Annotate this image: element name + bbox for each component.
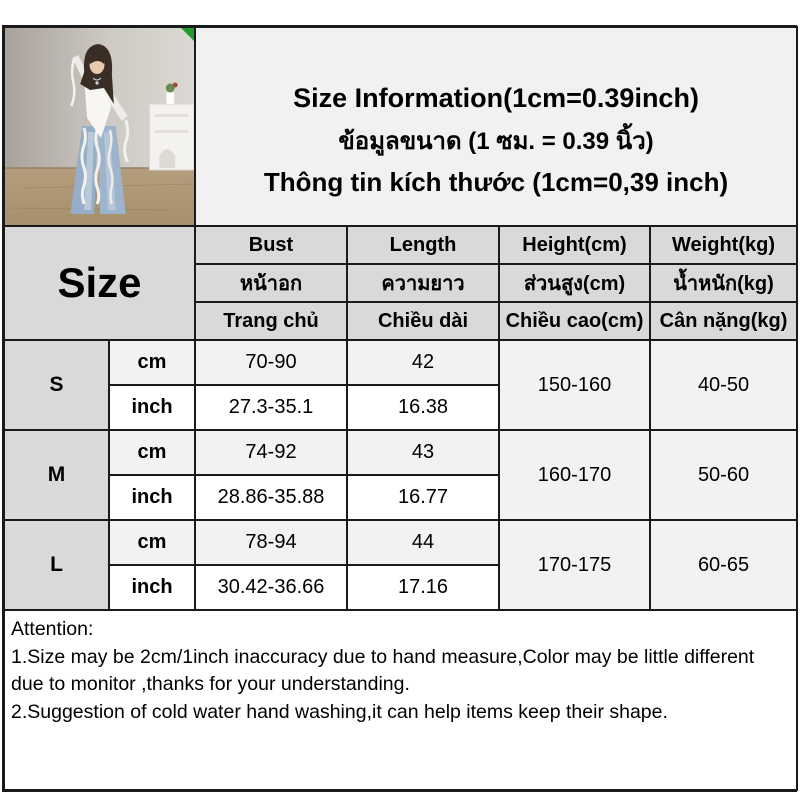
row-l-unit-inch: inch bbox=[109, 565, 195, 610]
row-s-length-cm: 42 bbox=[347, 340, 499, 385]
attention-section bbox=[4, 610, 797, 790]
header-weight-vi: Cân nặng(kg) bbox=[650, 302, 797, 340]
row-m-unit-inch: inch bbox=[109, 475, 195, 520]
header-height-th: ส่วนสูง(cm) bbox=[499, 264, 650, 302]
row-l-length-inch: 17.16 bbox=[347, 565, 499, 610]
title-english: Size Information(1cm=0.39inch) bbox=[293, 83, 699, 113]
header-length-vi: Chiều dài bbox=[347, 302, 499, 340]
header-length-en: Length bbox=[347, 226, 499, 264]
row-m-length-inch: 16.77 bbox=[347, 475, 499, 520]
row-l-length-cm: 44 bbox=[347, 520, 499, 565]
attention-note-1: 1.Size may be 2cm/1inch inaccuracy due to hand measure,Color may be little different due to monitor ,thanks for your understanding. bbox=[11, 645, 755, 696]
row-l-label: L bbox=[4, 520, 109, 610]
row-s-unit-inch: inch bbox=[109, 385, 195, 430]
header-length-th: ความยาว bbox=[347, 264, 499, 302]
title-thai: ข้อมูลขนาด (1 ซม. = 0.39 นิ้ว) bbox=[338, 128, 654, 155]
header-bust-en: Bust bbox=[195, 226, 347, 264]
attention-heading: Attention: bbox=[11, 618, 94, 640]
row-m-bust-inch: 28.86-35.88 bbox=[195, 475, 347, 520]
header-size: Size bbox=[4, 226, 195, 340]
row-m-label: M bbox=[4, 430, 109, 520]
row-s-height: 150-160 bbox=[499, 340, 650, 430]
header-height-en: Height(cm) bbox=[499, 226, 650, 264]
row-l-bust-inch: 30.42-36.66 bbox=[195, 565, 347, 610]
row-s-unit-cm: cm bbox=[109, 340, 195, 385]
title-cell bbox=[195, 27, 797, 226]
row-s-bust-cm: 70-90 bbox=[195, 340, 347, 385]
row-l-weight: 60-65 bbox=[650, 520, 797, 610]
size-table bbox=[3, 26, 798, 791]
row-s-bust-inch: 27.3-35.1 bbox=[195, 385, 347, 430]
header-weight-th: น้ำหนัก(kg) bbox=[650, 264, 797, 302]
row-s-label: S bbox=[4, 340, 109, 430]
row-m-unit-cm: cm bbox=[109, 430, 195, 475]
row-m-bust-cm: 74-92 bbox=[195, 430, 347, 475]
row-s-length-inch: 16.38 bbox=[347, 385, 499, 430]
row-m-weight: 50-60 bbox=[650, 430, 797, 520]
row-s-weight: 40-50 bbox=[650, 340, 797, 430]
row-m-length-cm: 43 bbox=[347, 430, 499, 475]
header-height-vi: Chiều cao(cm) bbox=[499, 302, 650, 340]
size-chart-frame bbox=[2, 25, 797, 792]
header-bust-th: หน้าอก bbox=[195, 264, 347, 302]
row-l-height: 170-175 bbox=[499, 520, 650, 610]
row-l-unit-cm: cm bbox=[109, 520, 195, 565]
green-corner-marker-icon bbox=[181, 28, 194, 41]
header-bust-vi: Trang chủ bbox=[195, 302, 347, 340]
attention-note-2: 2.Suggestion of cold water hand washing,it can help items keep their shape. bbox=[11, 701, 668, 724]
row-l-bust-cm: 78-94 bbox=[195, 520, 347, 565]
row-m-height: 160-170 bbox=[499, 430, 650, 520]
product-photo bbox=[4, 27, 195, 226]
header-weight-en: Weight(kg) bbox=[650, 226, 797, 264]
title-vietnamese: Thông tin kích thước (1cm=0,39 inch) bbox=[263, 167, 729, 197]
product-photo-illustration bbox=[5, 28, 194, 225]
